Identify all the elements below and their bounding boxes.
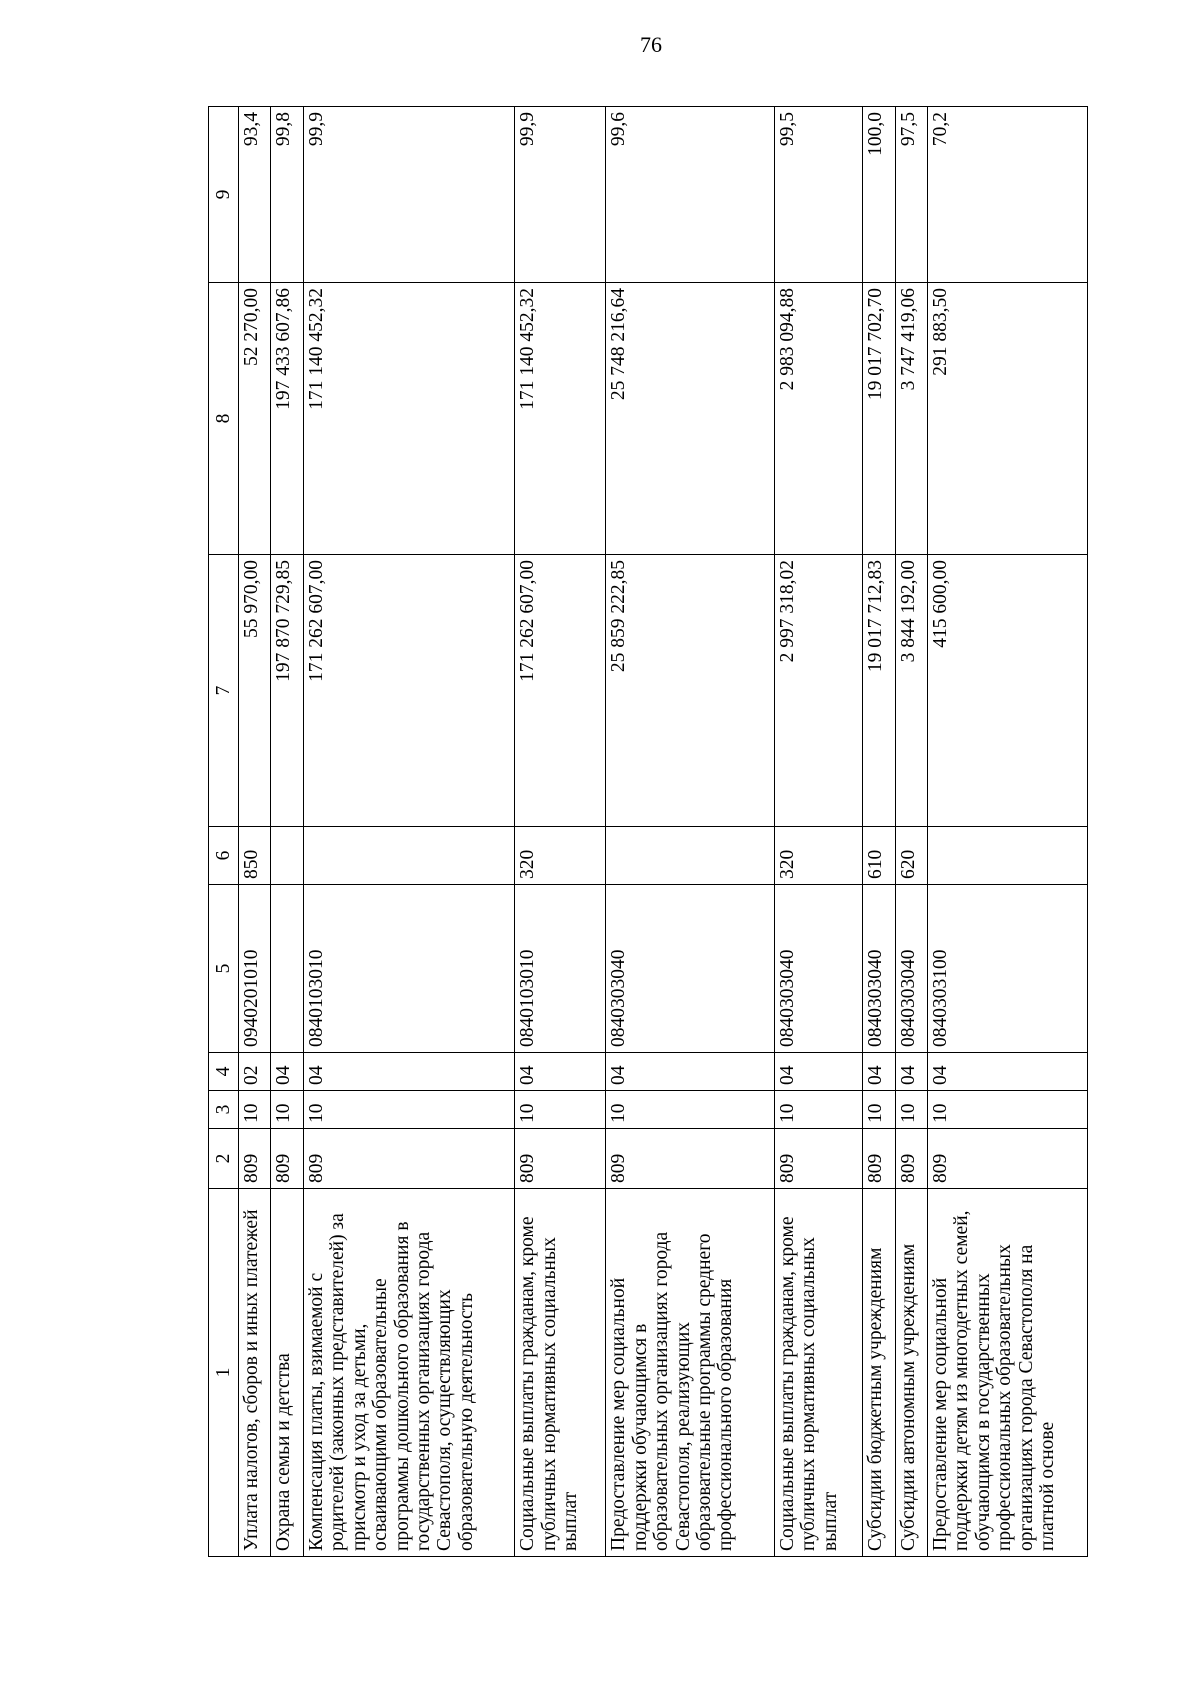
target-article-cell: 0840303100: [928, 885, 1088, 1053]
subsection-cell: 04: [271, 1053, 303, 1091]
table-row: [863, 107, 895, 1557]
expense-type-cell: [928, 827, 1088, 885]
executed-amount-cell: 2 983 094,88: [774, 283, 863, 555]
percent-cell: 99,6: [606, 107, 775, 283]
admin-code-cell: 809: [863, 1129, 895, 1189]
expense-type-cell: 320: [515, 827, 606, 885]
planned-amount-cell: 171 262 607,00: [515, 555, 606, 827]
section-cell: 10: [515, 1091, 606, 1129]
planned-amount-cell: 415 600,00: [928, 555, 1088, 827]
table-row: [303, 107, 515, 1557]
table-row: [606, 107, 775, 1557]
executed-amount-cell: 171 140 452,32: [515, 283, 606, 555]
page-number: 76: [640, 32, 662, 57]
percent-cell: 99,5: [774, 107, 863, 283]
target-article-cell: [271, 885, 303, 1053]
row-name-cell: Социальные выплаты гражданам, кроме публичных нормативных социальных выплат: [515, 1189, 606, 1557]
planned-amount-cell: 2 997 318,02: [774, 555, 863, 827]
column-header: 6: [209, 827, 239, 885]
executed-amount-cell: 171 140 452,32: [303, 283, 515, 555]
admin-code-cell: 809: [774, 1129, 863, 1189]
section-cell: 10: [928, 1091, 1088, 1129]
target-article-cell: 0840103010: [515, 885, 606, 1053]
table-row: [239, 107, 271, 1557]
table-row: [928, 107, 1088, 1557]
percent-cell: 93,4: [239, 107, 271, 283]
target-article-cell: 0840303040: [606, 885, 775, 1053]
section-cell: 10: [271, 1091, 303, 1129]
percent-cell: 99,9: [303, 107, 515, 283]
expense-type-cell: 850: [239, 827, 271, 885]
section-cell: 10: [774, 1091, 863, 1129]
target-article-cell: 0840103010: [303, 885, 515, 1053]
target-article-cell: 0840303040: [863, 885, 895, 1053]
executed-amount-cell: 3 747 419,06: [895, 283, 927, 555]
column-header: 9: [209, 107, 239, 283]
section-cell: 10: [606, 1091, 775, 1129]
row-name-cell: Субсидии бюджетным учреждениям: [863, 1189, 895, 1557]
planned-amount-cell: 171 262 607,00: [303, 555, 515, 827]
subsection-cell: 04: [774, 1053, 863, 1091]
percent-cell: 99,9: [515, 107, 606, 283]
executed-amount-cell: 291 883,50: [928, 283, 1088, 555]
column-header: 2: [209, 1129, 239, 1189]
subsection-cell: 02: [239, 1053, 271, 1091]
row-name-cell: Уплата налогов, сборов и иных платежей: [239, 1189, 271, 1557]
percent-cell: 99,8: [271, 107, 303, 283]
planned-amount-cell: 19 017 712,83: [863, 555, 895, 827]
admin-code-cell: 809: [515, 1129, 606, 1189]
executed-amount-cell: 25 748 216,64: [606, 283, 775, 555]
column-header: 1: [209, 1189, 239, 1557]
column-header: 3: [209, 1091, 239, 1129]
section-cell: 10: [303, 1091, 515, 1129]
row-name-cell: Социальные выплаты гражданам, кроме публичных нормативных социальных выплат: [774, 1189, 863, 1557]
expense-type-cell: 620: [895, 827, 927, 885]
subsection-cell: 04: [895, 1053, 927, 1091]
subsection-cell: 04: [303, 1053, 515, 1091]
row-name-cell: Предоставление мер социальной поддержки детям из многодетных семей, обучающимся в государственных профессиональных образовательных организациях города Севастополя на платной основе: [928, 1189, 1088, 1557]
executed-amount-cell: 19 017 702,70: [863, 283, 895, 555]
expense-type-cell: [606, 827, 775, 885]
column-header: 8: [209, 283, 239, 555]
expense-type-cell: 610: [863, 827, 895, 885]
target-article-cell: 0840303040: [895, 885, 927, 1053]
subsection-cell: 04: [863, 1053, 895, 1091]
planned-amount-cell: 3 844 192,00: [895, 555, 927, 827]
table-row: [774, 107, 863, 1557]
target-article-cell: 0840303040: [774, 885, 863, 1053]
admin-code-cell: 809: [606, 1129, 775, 1189]
admin-code-cell: 809: [303, 1129, 515, 1189]
table-row: [271, 107, 303, 1557]
section-cell: 10: [895, 1091, 927, 1129]
executed-amount-cell: 52 270,00: [239, 283, 271, 555]
expense-type-cell: [271, 827, 303, 885]
table-row: [895, 107, 927, 1557]
subsection-cell: 04: [928, 1053, 1088, 1091]
admin-code-cell: 809: [895, 1129, 927, 1189]
column-header: 4: [209, 1053, 239, 1091]
row-name-cell: Предоставление мер социальной поддержки обучающимся в образовательных организациях города Севастополя, реализующих образовательные программы среднего профессионального образования: [606, 1189, 775, 1557]
table-container: [208, 107, 1088, 1557]
section-cell: 10: [863, 1091, 895, 1129]
expense-type-cell: 320: [774, 827, 863, 885]
planned-amount-cell: 197 870 729,85: [271, 555, 303, 827]
row-name-cell: Субсидии автономным учреждениям: [895, 1189, 927, 1557]
executed-amount-cell: 197 433 607,86: [271, 283, 303, 555]
table-row: [515, 107, 606, 1557]
row-name-cell: Компенсация платы, взимаемой с родителей (законных представителей) за присмотр и уход за детьми, осваивающими образовательные программы дошкольного образования в государственных организациях города Севастополя, осуществляющих образовательную деятельность: [303, 1189, 515, 1557]
column-header: 5: [209, 885, 239, 1053]
planned-amount-cell: 25 859 222,85: [606, 555, 775, 827]
percent-cell: 100,0: [863, 107, 895, 283]
column-header: 7: [209, 555, 239, 827]
target-article-cell: 0940201010: [239, 885, 271, 1053]
budget-table: [208, 106, 1088, 1557]
admin-code-cell: 809: [928, 1129, 1088, 1189]
subsection-cell: 04: [515, 1053, 606, 1091]
subsection-cell: 04: [606, 1053, 775, 1091]
section-cell: 10: [239, 1091, 271, 1129]
row-name-cell: Охрана семьи и детства: [271, 1189, 303, 1557]
percent-cell: 97,5: [895, 107, 927, 283]
admin-code-cell: 809: [271, 1129, 303, 1189]
header-row: [209, 107, 239, 1557]
expense-type-cell: [303, 827, 515, 885]
percent-cell: 70,2: [928, 107, 1088, 283]
planned-amount-cell: 55 970,00: [239, 555, 271, 827]
admin-code-cell: 809: [239, 1129, 271, 1189]
